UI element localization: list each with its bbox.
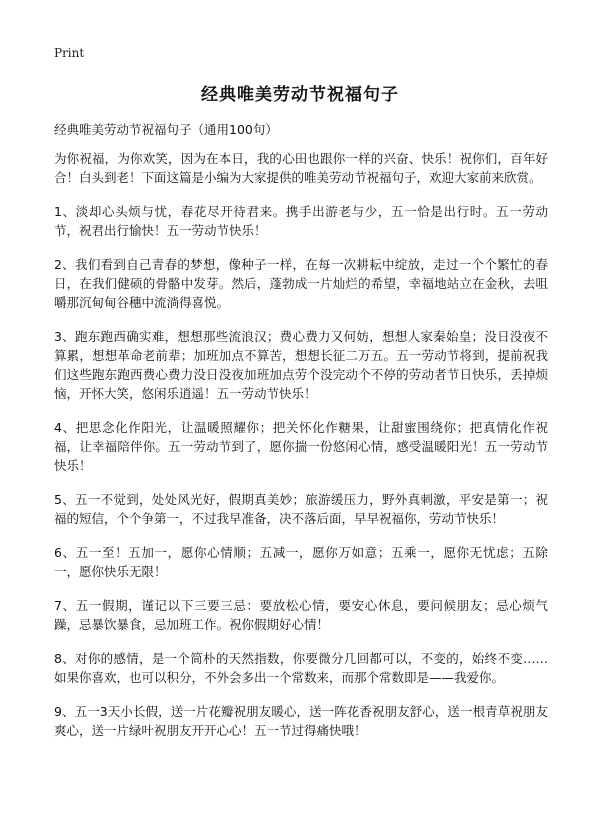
document-body (54, 120, 548, 755)
document-title: 经典唯美劳动节祝福句子 (201, 85, 399, 105)
list-item: 6、五一至！五加一，愿你心情顺；五减一，愿你万如意；五乘一，愿你无忧虑；五除一，愿你快乐无限！ (54, 545, 548, 579)
print-link[interactable]: Print (54, 46, 85, 60)
document-subtitle: 经典唯美劳动节祝福句子（通用100句） (54, 122, 278, 137)
list-item: 1、淡却心头烦与忧，春花尽开待君来。携手出游老与少，五一恰是出行时。五一劳动节，祝君出行愉快！五一劳动节快乐！ (54, 204, 548, 238)
list-item: 5、五一不觉到，处处风光好，假期真美妙；旅游缓压力，野外真刺激，平安是第一；祝福的短信，个个争第一，不过我早准备，决不落后面，早早祝福你，劳动节快乐！ (54, 492, 548, 526)
list-item: 8、对你的感情，是一个简朴的天然指数，你要微分几回都可以，不变的，始终不变……如果你喜欢，也可以积分，不外会多出一个常数来，而那个常数即是——我爱你。 (54, 651, 548, 685)
list-item: 9、五一3天小长假，送一片花瓣祝朋友暖心，送一阵花香祝朋友舒心，送一根青草祝朋友爽心，送一片绿叶祝朋友开开心心！五一节过得痛快哦！ (54, 704, 548, 738)
list-item: 2、我们看到自己青春的梦想，像种子一样，在每一次耕耘中绽放，走过一个个繁忙的春日，在我们健硕的骨骼中发芽。然后，蓬勃成一片灿烂的希望，幸福地站立在金秋，去咀嚼那沉甸甸谷穗中流淌得喜悦。 (54, 257, 548, 310)
list-item: 7、五一假期，谨记以下三要三忌：要放松心情，要安心休息，要问候朋友；忌心烦气躁，忌暴饮暴食，忌加班工作。祝你假期好心情！ (54, 598, 548, 632)
list-item: 3、跑东跑西确实难，想想那些流浪汉；费心费力又何妨，想想人家秦始皇；没日没夜不算累，想想革命老前辈；加班加点不算苦，想想长征二万五。五一劳动节将到，提前祝我们这些跑东跑西费心费力没日没夜加班加点劳个没完动个不停的劳动者节日快乐，丢掉烦恼，开怀大笑，悠闲乐逍遥！五一劳动节快乐！ (54, 329, 548, 401)
list-item: 4、把思念化作阳光，让温暖照耀你；把关怀化作糖果，让甜蜜围绕你；把真情化作祝福，让幸福陪伴你。五一劳动节到了，愿你揣一份悠闲心情，感受温暖阳光！五一劳动节快乐！ (54, 420, 548, 473)
intro-paragraph: 为你祝福，为你欢笑，因为在本日，我的心田也跟你一样的兴奋、快乐！祝你们，百年好合！白头到老！下面这篇是小编为大家提供的唯美劳动节祝福句子，欢迎大家前来欣赏。 (54, 151, 548, 185)
